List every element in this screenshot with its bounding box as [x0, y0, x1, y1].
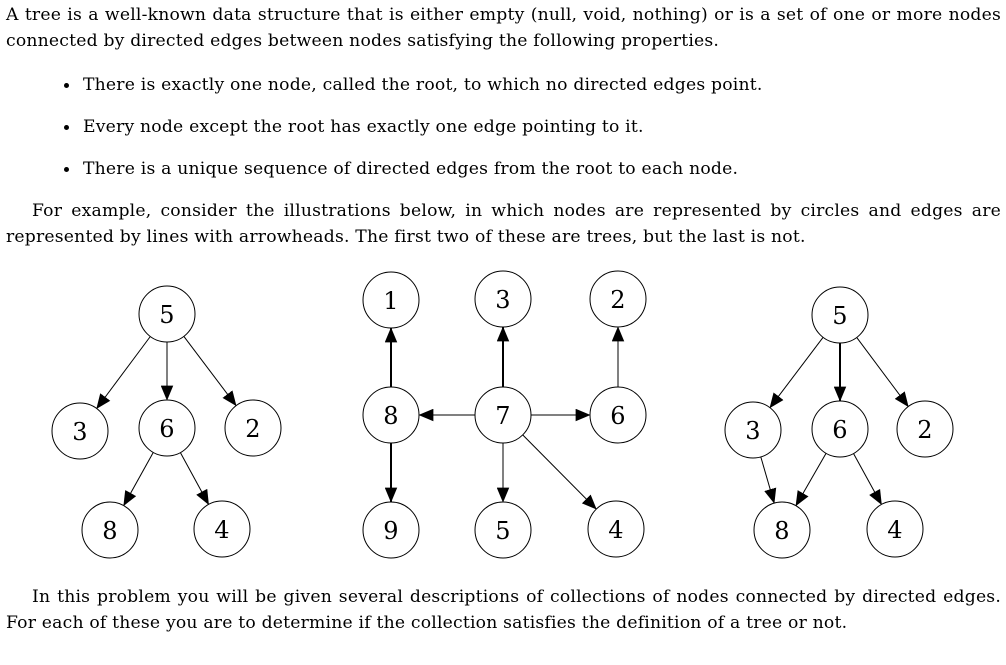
node-tree-1-8: [82, 502, 138, 558]
node-not-a-tree-2: [897, 401, 953, 457]
node-label: 5: [495, 517, 511, 545]
node-label: 3: [745, 417, 761, 445]
node-label: 1: [383, 287, 399, 315]
node-label: 5: [832, 302, 848, 330]
bullet-icon: [64, 167, 69, 172]
property-text: There is a unique sequence of directed edges from the root to each node.: [83, 159, 739, 179]
example-paragraph: For example, consider the illustrations below, in which nodes are represented by circles and edges are represented by lines with arrowheads. The first two of these are trees, but the last is not.: [6, 201, 1001, 247]
intro-paragraph: A tree is a well-known data structure that is either empty (null, void, nothing) or is a set of one or more nodes connected by directed edges between nodes satisfying the following properties.: [6, 5, 1001, 51]
node-label: 8: [383, 402, 399, 430]
node-label: 6: [610, 402, 626, 430]
bullet-icon: [64, 125, 69, 130]
node-label: 2: [610, 286, 626, 314]
node-label: 2: [917, 416, 933, 444]
node-not-a-tree-8: [754, 502, 810, 558]
edge-7-to-4: [523, 435, 597, 509]
edge-5-to-3: [770, 337, 823, 407]
diagram-tree-1: [52, 286, 281, 558]
node-not-a-tree-3: [725, 402, 781, 458]
diagram-tree-2: [363, 271, 646, 558]
node-tree-1-6: [139, 400, 195, 456]
bullet-icon: [64, 83, 69, 88]
closing-paragraph: In this problem you will be given several descriptions of collections of nodes connected by directed edges. For each of these you are to determine if the collection satisfies the definition of a tree or not.: [6, 587, 1001, 633]
edge-6-to-4: [180, 453, 208, 505]
node-not-a-tree-6: [812, 401, 868, 457]
node-label: 4: [887, 516, 903, 544]
node-tree-2-5: [475, 502, 531, 558]
node-label: 7: [495, 402, 511, 430]
property-item-root: [83, 72, 1001, 98]
node-tree-1-4: [194, 501, 250, 557]
edge-5-to-2: [857, 337, 909, 406]
node-label: 5: [159, 301, 175, 329]
node-tree-2-9: [363, 502, 419, 558]
node-tree-1-2: [225, 400, 281, 456]
node-tree-2-6: [590, 387, 646, 443]
node-tree-2-3: [475, 271, 531, 327]
property-text: Every node except the root has exactly one edge pointing to it.: [83, 117, 644, 137]
node-label: 3: [495, 286, 511, 314]
node-label: 3: [72, 418, 88, 446]
node-label: 8: [774, 517, 790, 545]
node-label: 6: [159, 415, 175, 443]
node-tree-2-8: [363, 387, 419, 443]
node-label: 9: [383, 517, 399, 545]
node-tree-1-3: [52, 403, 108, 459]
node-label: 6: [832, 416, 848, 444]
node-label: 4: [608, 516, 624, 544]
edge-3-to-8: [761, 457, 774, 503]
node-not-a-tree-5: [812, 287, 868, 343]
edge-6-to-8: [796, 453, 826, 505]
tree-diagrams-svg: [0, 260, 1006, 570]
property-list: [6, 72, 1001, 182]
diagram-not-a-tree: [725, 287, 953, 558]
node-tree-2-7: [475, 387, 531, 443]
node-tree-2-4: [588, 501, 644, 557]
node-tree-1-5: [139, 286, 195, 342]
tree-illustrations: [0, 260, 1006, 570]
edge-6-to-8: [124, 452, 154, 505]
node-label: 8: [102, 517, 118, 545]
edge-5-to-3: [97, 337, 151, 409]
property-text: There is exactly one node, called the root, to which no directed edges point.: [83, 75, 763, 95]
node-tree-2-1: [363, 272, 419, 328]
edge-6-to-4: [854, 454, 882, 505]
node-label: 4: [214, 516, 230, 544]
node-label: 2: [245, 415, 261, 443]
property-item-unique-path: [83, 156, 1001, 182]
property-item-one-parent: [83, 114, 1001, 140]
edge-5-to-2: [184, 336, 236, 405]
node-tree-2-2: [590, 271, 646, 327]
node-not-a-tree-4: [867, 501, 923, 557]
